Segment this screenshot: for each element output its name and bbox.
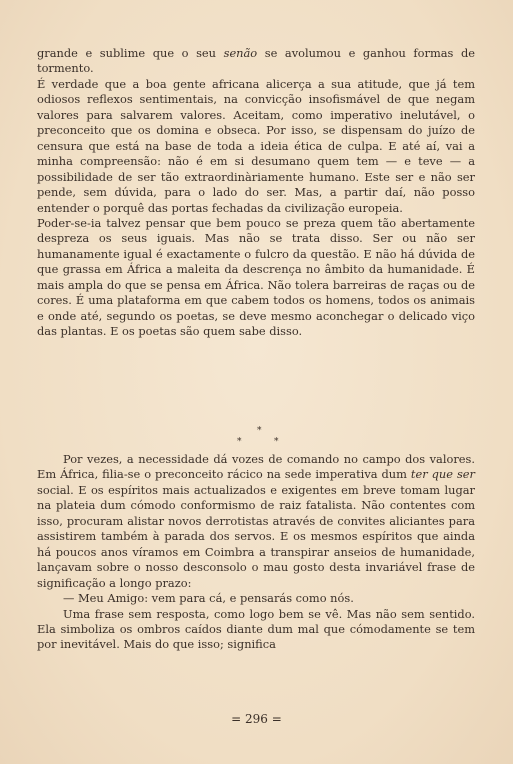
italic-run: senão <box>223 46 258 60</box>
paragraph <box>37 46 475 77</box>
paragraph <box>37 591 475 606</box>
separator-asterisk: * <box>237 437 242 447</box>
page-number: = 296 = <box>231 712 282 726</box>
text-run: — Meu Amigo: vem para cá, e pensarás como nós. <box>63 591 354 606</box>
text-run: É verdade que a boa gente africana alicerça a sua atitude, que já tem odiosos reflexos sentimentais, na convicção insofismável de que negam valores para salvarem valores. Aceitam, como imperativo inelutável, o preconceito que os domina e obseca. Por isso, se dispensam do juízo de censura que está na base de toda a ideia ética de culpa. E até aí, vai a minha compreensão: não é em si desumano quem tem — e teve — a possibilidade de ser tão extraordinàriamente humano. Este ser e não ser pende, sem dúvida, para o lado do ser. Mas, a partir daí, não posso entender o porquê das portas fechadas da civilização europeia. <box>37 76 475 215</box>
section-separator <box>0 425 513 455</box>
text-run: Por vezes, a necessidade dá vozes de comando no campo dos valores. Em África, filia-se o preconceito rácico na sede imperativa dum <box>37 452 475 482</box>
text-block-top <box>37 46 475 340</box>
paragraph <box>37 77 475 216</box>
text-run: Uma frase sem resposta, como logo bem se vê. Mas não sem sentido. Ela simboliza os ombros caídos diante dum mal que cómodamente se tem por inevitável. Mais do que isso; significa <box>37 606 475 652</box>
paragraph <box>37 607 475 653</box>
separator-asterisk: * <box>274 437 279 447</box>
paragraph <box>37 216 475 340</box>
paragraph <box>37 452 475 591</box>
separator-asterisk: * <box>257 426 262 436</box>
text-run: social. E os espíritos mais actualizados e exigentes em breve tomam lugar na plateia dum cómodo conformismo de raiz fatalista. Não contentes com isso, procuram alistar novos derrotistas através de convites aliciantes para assistirem também à parada dos servos. E os mesmos espíritos que ainda há poucos anos víramos em Coimbra a transpirar anseios de humanidade, lançavam sobre o nosso desconsolo o mau gosto desta invariável frase de significação a longo prazo: <box>37 482 475 590</box>
text-run: Poder-se-ia talvez pensar que bem pouco se preza quem tão abertamente despreza os seus iguais. Mas não se trata disso. Ser ou não ser humanamente igual é exactamente o fulcro da questão. E não há dúvida de que grassa em África a maleita da descrença no âmbito da humanidade. É mais ampla do que se pensa em África. Não tolera barreiras de raças ou de cores. É uma plataforma em que cabem todos os homens, todos os animais e onde até, segundo os poetas, se deve mesmo aconchegar o delicado viço das plantas. E os poetas são quem sabe disso. <box>37 215 475 339</box>
text-run: grande e sublime que o seu <box>37 46 224 60</box>
text-run: se avolumou e ganhou formas de tormento. <box>37 46 476 76</box>
italic-run: ter que ser <box>410 467 475 482</box>
text-block-bottom <box>37 452 475 653</box>
